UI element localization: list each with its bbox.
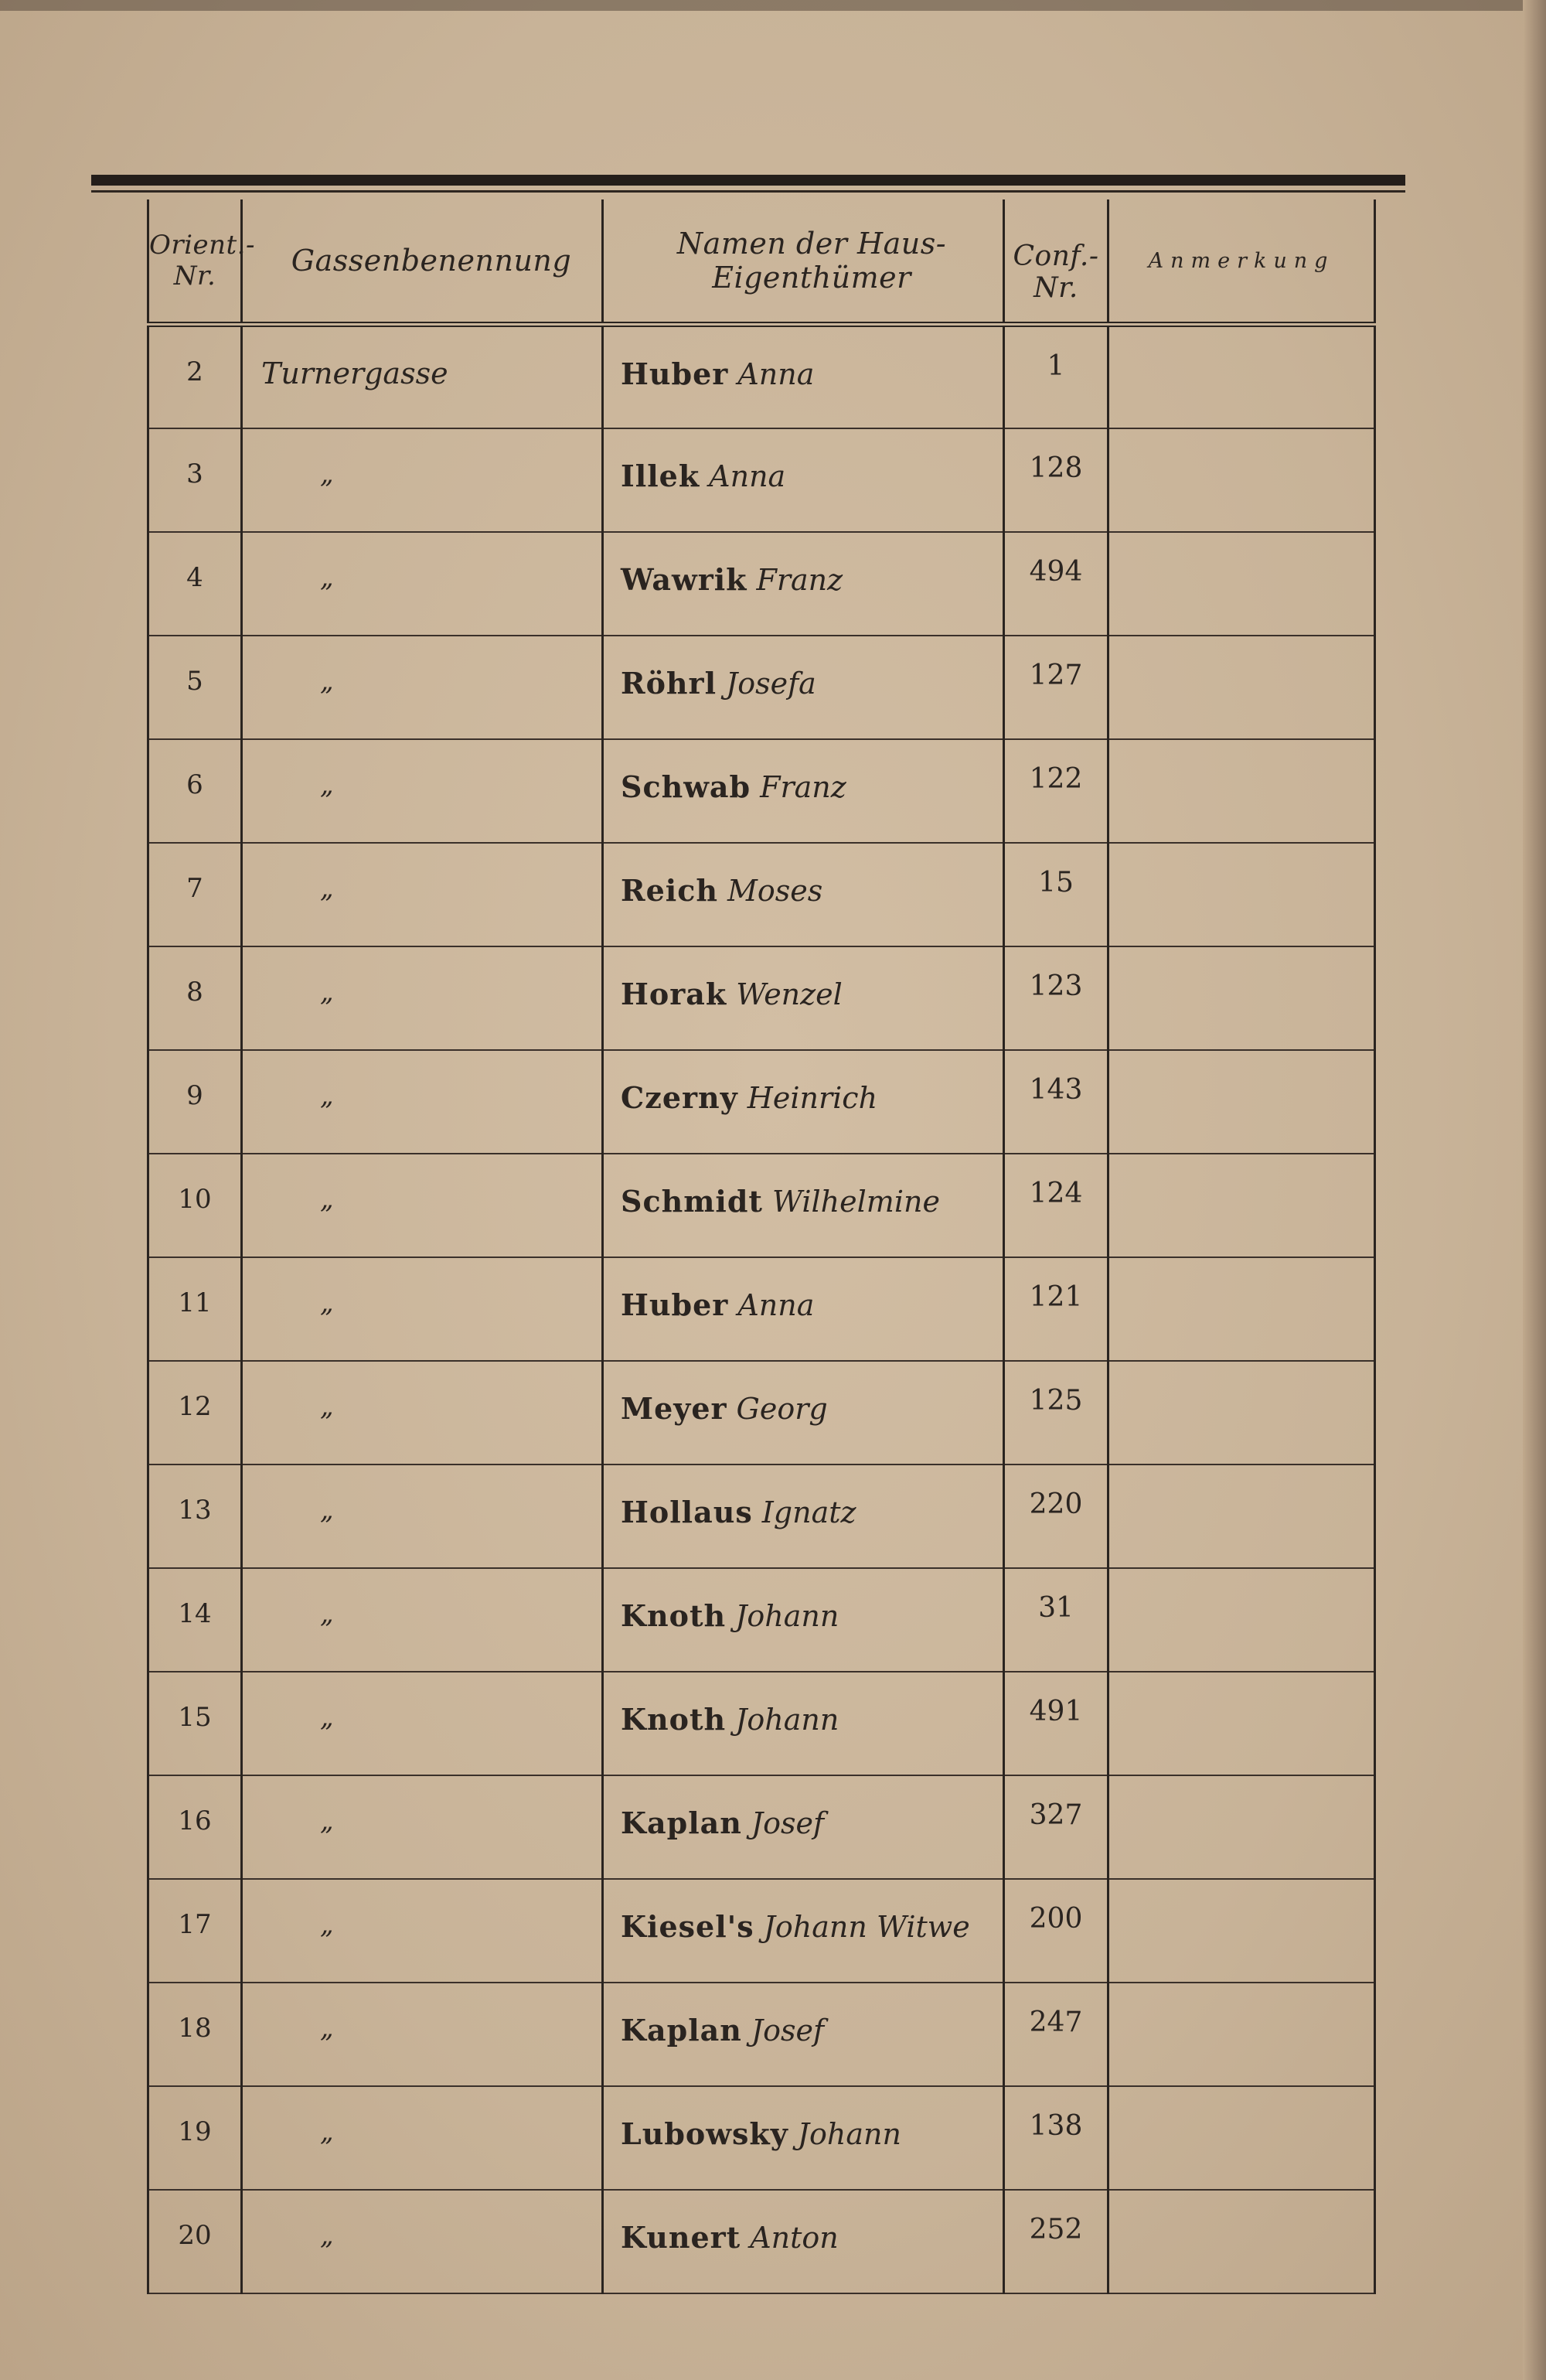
- anmerkung-cell: [1108, 739, 1375, 843]
- gasse-cell: „: [242, 1983, 603, 2086]
- header-anmerkung: Anmerkung: [1108, 199, 1375, 325]
- owner-surname: Illek: [621, 458, 700, 493]
- owner-name-cell: [603, 739, 1004, 843]
- house-owner-table: [147, 199, 1376, 2294]
- table-row: [148, 1154, 1375, 1257]
- orient-nr-cell: 5: [148, 636, 242, 739]
- owner-given-name: Josef: [751, 2013, 825, 2048]
- owner-name-cell: [603, 1154, 1004, 1257]
- gasse-cell: „: [242, 2190, 603, 2293]
- gasse-cell: „: [242, 1361, 603, 1464]
- right-edge-binding: [1523, 0, 1546, 2380]
- gasse-cell: „: [242, 532, 603, 636]
- gasse-cell: „: [242, 636, 603, 739]
- header-conf-nr: Conf.-Nr.: [1004, 199, 1108, 325]
- owner-surname: Wawrik: [621, 561, 747, 597]
- owner-given-name: Wilhelmine: [771, 1184, 940, 1219]
- gasse-cell: „: [242, 428, 603, 532]
- owner-name-cell: [603, 325, 1004, 428]
- owner-name-cell: [603, 1257, 1004, 1361]
- anmerkung-cell: [1108, 1983, 1375, 2086]
- table-row: [148, 1672, 1375, 1775]
- orient-nr-cell: 3: [148, 428, 242, 532]
- owner-given-name: Johann Witwe: [763, 1909, 970, 1944]
- table-row: [148, 1879, 1375, 1983]
- anmerkung-cell: [1108, 1879, 1375, 1983]
- top-thin-rule: [91, 190, 1405, 193]
- gasse-cell: „: [242, 1154, 603, 1257]
- owner-surname: Knoth: [621, 1597, 727, 1633]
- orient-nr-cell: 10: [148, 1154, 242, 1257]
- conf-nr-cell: 220: [1004, 1464, 1108, 1568]
- table-row: [148, 636, 1375, 739]
- table-row: [148, 428, 1375, 532]
- conf-nr-cell: 491: [1004, 1672, 1108, 1775]
- anmerkung-cell: [1108, 1775, 1375, 1879]
- owner-name-cell: [603, 1775, 1004, 1879]
- owner-given-name: Anna: [737, 357, 815, 391]
- orient-nr-cell: 8: [148, 946, 242, 1050]
- owner-name-cell: [603, 2190, 1004, 2293]
- gasse-cell: „: [242, 1257, 603, 1361]
- orient-nr-cell: 13: [148, 1464, 242, 1568]
- gasse-cell: „: [242, 1672, 603, 1775]
- owner-surname: Kunert: [621, 2219, 741, 2255]
- table-row: [148, 1464, 1375, 1568]
- owner-name-cell: [603, 2086, 1004, 2190]
- conf-nr-cell: 123: [1004, 946, 1108, 1050]
- orient-nr-cell: 15: [148, 1672, 242, 1775]
- conf-nr-cell: 494: [1004, 532, 1108, 636]
- gasse-cell: „: [242, 1050, 603, 1154]
- owner-name-cell: [603, 1672, 1004, 1775]
- table-header-row: [148, 199, 1375, 325]
- orient-nr-cell: 11: [148, 1257, 242, 1361]
- anmerkung-cell: [1108, 325, 1375, 428]
- top-thick-rule: [91, 175, 1405, 186]
- orient-nr-cell: 20: [148, 2190, 242, 2293]
- conf-nr-cell: 252: [1004, 2190, 1108, 2293]
- owner-name-cell: [603, 843, 1004, 946]
- anmerkung-cell: [1108, 1672, 1375, 1775]
- orient-nr-cell: 18: [148, 1983, 242, 2086]
- anmerkung-cell: [1108, 1257, 1375, 1361]
- owner-surname: Meyer: [621, 1390, 727, 1426]
- owner-surname: Reich: [621, 872, 718, 908]
- owner-given-name: Heinrich: [747, 1080, 878, 1115]
- orient-nr-cell: 2: [148, 325, 242, 428]
- table-row: [148, 1775, 1375, 1879]
- orient-nr-cell: 7: [148, 843, 242, 946]
- owner-name-cell: [603, 1361, 1004, 1464]
- owner-name-cell: [603, 428, 1004, 532]
- owner-surname: Horak: [621, 976, 727, 1011]
- conf-nr-cell: 125: [1004, 1361, 1108, 1464]
- owner-surname: Kaplan: [621, 1805, 742, 1840]
- conf-nr-cell: 143: [1004, 1050, 1108, 1154]
- owner-name-cell: [603, 1568, 1004, 1672]
- anmerkung-cell: [1108, 1568, 1375, 1672]
- gasse-cell: „: [242, 1879, 603, 1983]
- conf-nr-cell: 247: [1004, 1983, 1108, 2086]
- owner-given-name: Franz: [756, 562, 843, 597]
- owner-name-cell: [603, 946, 1004, 1050]
- conf-nr-cell: 124: [1004, 1154, 1108, 1257]
- anmerkung-cell: [1108, 1050, 1375, 1154]
- anmerkung-cell: [1108, 843, 1375, 946]
- gasse-cell: „: [242, 843, 603, 946]
- table-row: [148, 325, 1375, 428]
- header-gassenbenennung: Gassenbenennung: [242, 199, 603, 325]
- orient-nr-cell: 9: [148, 1050, 242, 1154]
- orient-nr-cell: 16: [148, 1775, 242, 1879]
- owner-name-cell: [603, 1464, 1004, 1568]
- anmerkung-cell: [1108, 2086, 1375, 2190]
- owner-given-name: Johann: [735, 1598, 839, 1633]
- owner-surname: Röhrl: [621, 665, 717, 701]
- anmerkung-cell: [1108, 2190, 1375, 2293]
- gasse-cell: „: [242, 1464, 603, 1568]
- orient-nr-cell: 19: [148, 2086, 242, 2190]
- gasse-cell: Turnergasse: [242, 325, 603, 428]
- table-row: [148, 1361, 1375, 1464]
- table-row: [148, 1568, 1375, 1672]
- owner-given-name: Anna: [737, 1287, 815, 1322]
- owner-surname: Kaplan: [621, 2012, 742, 2048]
- conf-nr-cell: 138: [1004, 2086, 1108, 2190]
- orient-nr-cell: 17: [148, 1879, 242, 1983]
- owner-surname: Schmidt: [621, 1183, 763, 1219]
- owner-surname: Czerny: [621, 1079, 738, 1115]
- owner-given-name: Johann: [735, 1702, 839, 1737]
- owner-name-cell: [603, 1983, 1004, 2086]
- anmerkung-cell: [1108, 636, 1375, 739]
- gasse-cell: „: [242, 1568, 603, 1672]
- owner-surname: Hollaus: [621, 1494, 753, 1529]
- anmerkung-cell: [1108, 1464, 1375, 1568]
- owner-name-cell: [603, 532, 1004, 636]
- table-row: [148, 946, 1375, 1050]
- anmerkung-cell: [1108, 946, 1375, 1050]
- owner-surname: Huber: [621, 356, 729, 391]
- conf-nr-cell: 121: [1004, 1257, 1108, 1361]
- owner-given-name: Johann: [797, 2116, 901, 2151]
- gasse-cell: „: [242, 739, 603, 843]
- owner-name-cell: [603, 1050, 1004, 1154]
- anmerkung-cell: [1108, 532, 1375, 636]
- gasse-cell: „: [242, 2086, 603, 2190]
- owner-given-name: Georg: [736, 1391, 828, 1426]
- owner-surname: Huber: [621, 1287, 729, 1322]
- owner-given-name: Ignatz: [761, 1495, 856, 1529]
- table-row: [148, 843, 1375, 946]
- conf-nr-cell: 1: [1004, 325, 1108, 428]
- orient-nr-cell: 14: [148, 1568, 242, 1672]
- conf-nr-cell: 15: [1004, 843, 1108, 946]
- orient-nr-cell: 4: [148, 532, 242, 636]
- gasse-cell: „: [242, 1775, 603, 1879]
- conf-nr-cell: 200: [1004, 1879, 1108, 1983]
- owner-given-name: Josef: [751, 1805, 825, 1840]
- owner-name-cell: [603, 1879, 1004, 1983]
- anmerkung-cell: [1108, 1361, 1375, 1464]
- anmerkung-cell: [1108, 428, 1375, 532]
- owner-given-name: Franz: [760, 769, 846, 804]
- table-row: [148, 1050, 1375, 1154]
- owner-surname: Knoth: [621, 1701, 727, 1737]
- owner-given-name: Moses: [727, 873, 823, 908]
- table-row: [148, 739, 1375, 843]
- table-row: [148, 2086, 1375, 2190]
- owner-given-name: Wenzel: [736, 977, 843, 1011]
- conf-nr-cell: 327: [1004, 1775, 1108, 1879]
- conf-nr-cell: 31: [1004, 1568, 1108, 1672]
- owner-surname: Schwab: [621, 769, 751, 804]
- conf-nr-cell: 128: [1004, 428, 1108, 532]
- table-row: [148, 2190, 1375, 2293]
- orient-nr-cell: 6: [148, 739, 242, 843]
- owner-given-name: Anna: [709, 459, 786, 493]
- conf-nr-cell: 122: [1004, 739, 1108, 843]
- owner-given-name: Anton: [750, 2220, 839, 2255]
- owner-given-name: Josefa: [726, 666, 816, 701]
- gasse-cell: „: [242, 946, 603, 1050]
- anmerkung-cell: [1108, 1154, 1375, 1257]
- ledger-table-area: [91, 175, 1405, 2286]
- top-edge-shadow: [0, 0, 1546, 11]
- table-row: [148, 532, 1375, 636]
- table-row: [148, 1983, 1375, 2086]
- header-hauseigenthuemer: Namen der Haus-Eigenthümer: [603, 199, 1004, 325]
- conf-nr-cell: 127: [1004, 636, 1108, 739]
- owner-name-cell: [603, 636, 1004, 739]
- owner-surname: Kiesel's: [621, 1908, 754, 1944]
- orient-nr-cell: 12: [148, 1361, 242, 1464]
- table-row: [148, 1257, 1375, 1361]
- owner-surname: Lubowsky: [621, 2116, 788, 2151]
- header-orient-nr: Orient.-Nr.: [148, 199, 242, 325]
